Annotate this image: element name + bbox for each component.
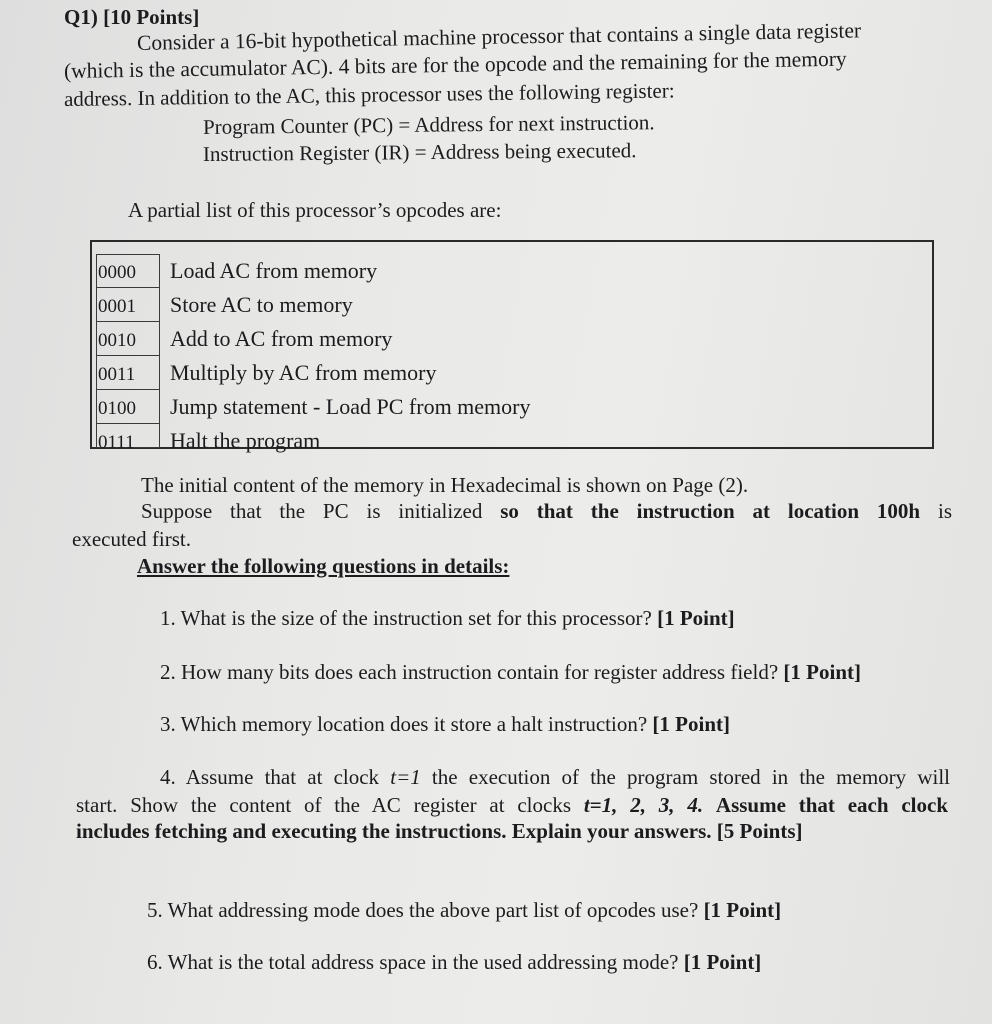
answer-header: Answer the following questions in details:	[137, 554, 510, 578]
question-1: 1. What is the size of the instruction set for this processor? [1 Point]	[160, 606, 735, 630]
opcode-code: 0011	[98, 364, 136, 385]
opcode-row	[98, 390, 531, 424]
register-pc: Program Counter (PC) = Address for next instruction.	[202, 110, 655, 139]
intro-line-3: address. In addition to the AC, this processor uses the following register:	[63, 78, 675, 111]
intro-line-1: Consider a 16-bit hypothetical machine processor that contains a single data register	[136, 18, 862, 55]
question-3: 3. Which memory location does it store a halt instruction? [1 Point]	[160, 712, 730, 736]
question-4-line-2: start. Show the content of the AC register at clocks t=1, 2, 3, 4. Assume that each clock	[76, 793, 948, 817]
pc-note-cont: executed first.	[72, 527, 191, 551]
opcode-code: 0010	[98, 330, 136, 351]
register-ir: Instruction Register (IR) = Address being executed.	[202, 138, 637, 166]
question-points: [10 Points]	[103, 5, 200, 29]
opcode-row	[98, 288, 353, 322]
question-4-line-3: includes fetching and executing the instructions. Explain your answers. [5 Points]	[76, 819, 803, 843]
opcode-row	[98, 322, 392, 356]
intro-line-2: (which is the accumulator AC). 4 bits are for the opcode and the remaining for the memory	[63, 46, 847, 83]
opcode-code: 0001	[98, 296, 136, 317]
question-2: 2. How many bits does each instruction contain for register address field? [1 Point]	[160, 660, 861, 684]
opcode-intro: A partial list of this processor’s opcodes are:	[128, 198, 502, 222]
question-4-line-1: 4. Assume that at clock t=1 the execution of the program stored in the memory will	[160, 765, 950, 789]
opcode-desc: Multiply by AC from memory	[170, 360, 437, 385]
question-id: Q1)	[64, 5, 98, 29]
question-header	[64, 4, 199, 30]
question-5: 5. What addressing mode does the above part list of opcodes use? [1 Point]	[147, 898, 782, 922]
question-6: 6. What is the total address space in the used addressing mode? [1 Point]	[147, 950, 762, 974]
opcode-row	[98, 254, 377, 288]
memory-note: The initial content of the memory in Hexadecimal is shown on Page (2).	[141, 473, 749, 497]
opcode-row	[98, 356, 436, 390]
opcode-desc: Halt the program	[170, 428, 321, 453]
opcode-table	[90, 240, 934, 453]
opcode-row	[98, 424, 320, 458]
opcode-code: 0111	[98, 432, 135, 453]
pc-note: Suppose that the PC is initialized so that the instruction at location 100h is	[141, 499, 953, 523]
opcode-desc: Jump statement - Load PC from memory	[170, 394, 531, 419]
opcode-desc: Add to AC from memory	[170, 326, 393, 351]
opcode-code: 0000	[98, 262, 136, 283]
opcode-desc: Load AC from memory	[170, 258, 378, 283]
opcode-code: 0100	[98, 398, 136, 419]
opcode-desc: Store AC to memory	[170, 292, 353, 317]
